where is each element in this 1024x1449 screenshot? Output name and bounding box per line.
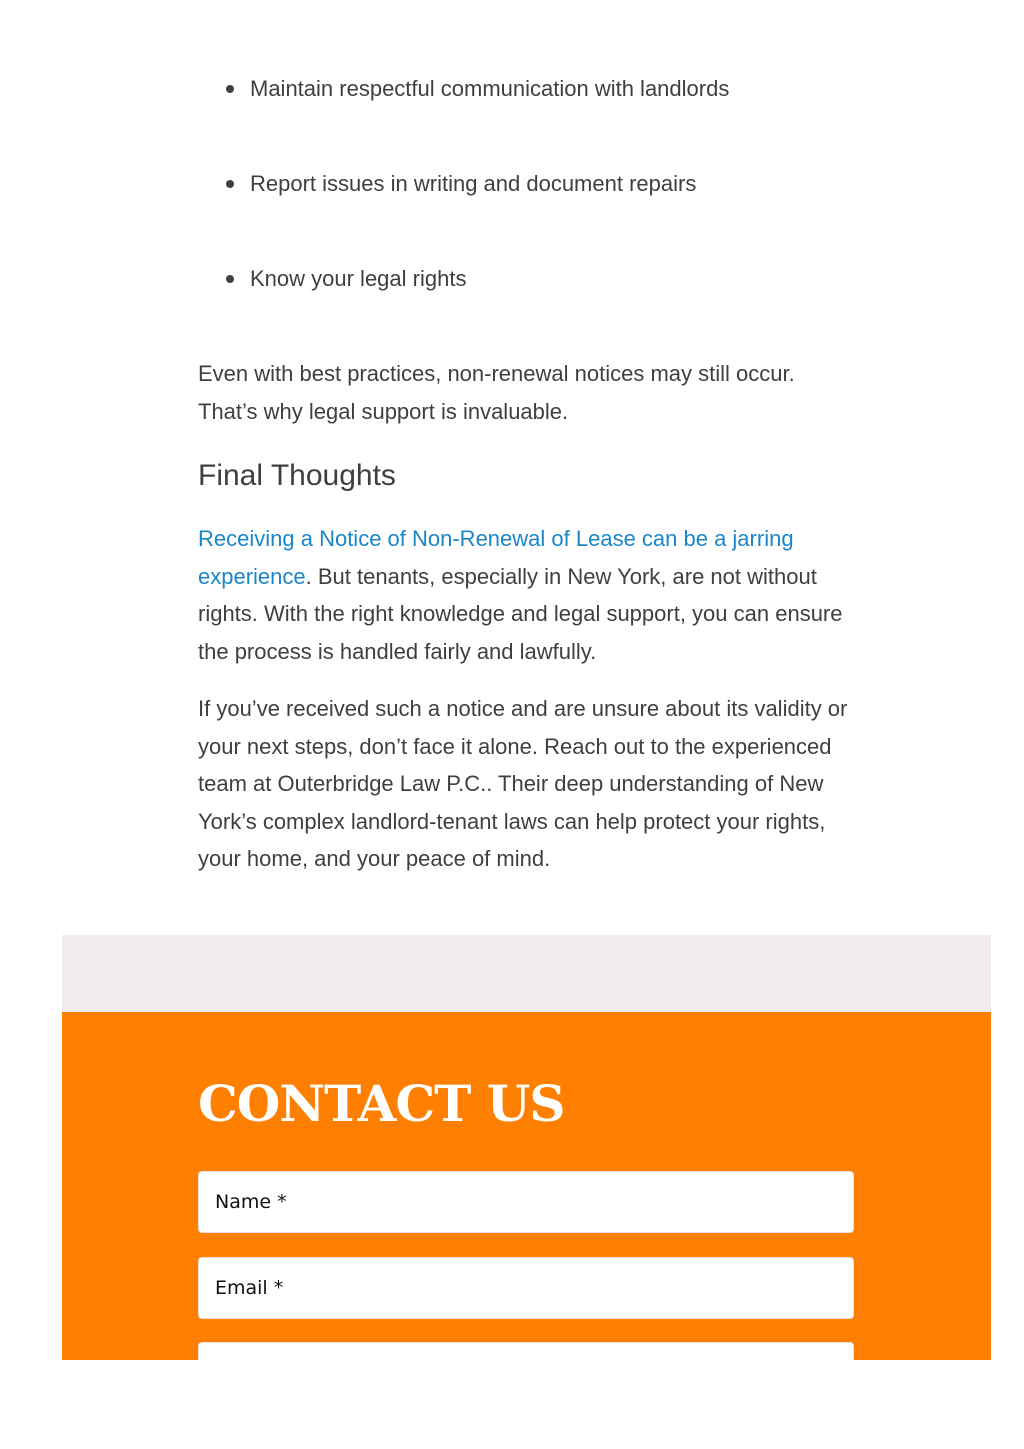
bullet-dot-icon [226,85,234,93]
bullet-list [226,68,846,353]
email-field-wrapper [198,1257,854,1319]
name-input[interactable] [199,1172,853,1232]
paragraph-best-practices: Even with best practices, non-renewal notices may still occur. That’s why legal support is invaluable. [198,361,795,424]
list-item [226,258,846,353]
bullet-dot-icon [226,180,234,188]
contact-section [62,1012,991,1360]
bullet-text: Maintain respectful communication with landlords [250,76,730,101]
contact-title: CONTACT US [198,1074,565,1133]
email-input[interactable] [199,1258,853,1318]
non-renewal-article-link[interactable]: Receiving a Notice of Non-Renewal of Lease can be a jarring experience [198,526,794,589]
section-heading-final-thoughts: Final Thoughts [198,459,396,492]
list-item [226,163,846,258]
list-item [226,68,846,163]
third-field-wrapper [198,1342,854,1360]
bullet-dot-icon [226,275,234,283]
bullet-text: Know your legal rights [250,266,467,291]
section-divider-band [62,935,991,1012]
third-input[interactable] [199,1343,853,1360]
bullet-text: Report issues in writing and document repairs [250,171,697,196]
paragraph-reach-out: If you’ve received such a notice and are unsure about its validity or your next steps, don’t face it alone. Reach out to the experienced team at Outerbridge Law P.C.. Their deep understanding of New York’s complex landlord-tenant laws can help protect your rights, your home, and your peace of mind. [198,696,848,871]
paragraph-final-thoughts [198,520,858,670]
name-field-wrapper [198,1171,854,1233]
paragraph-final-thoughts-text: . But tenants, especially in New York, are not without rights. With the right knowledge and legal support, you can ensure the process is handled fairly and lawfully. [198,563,843,664]
